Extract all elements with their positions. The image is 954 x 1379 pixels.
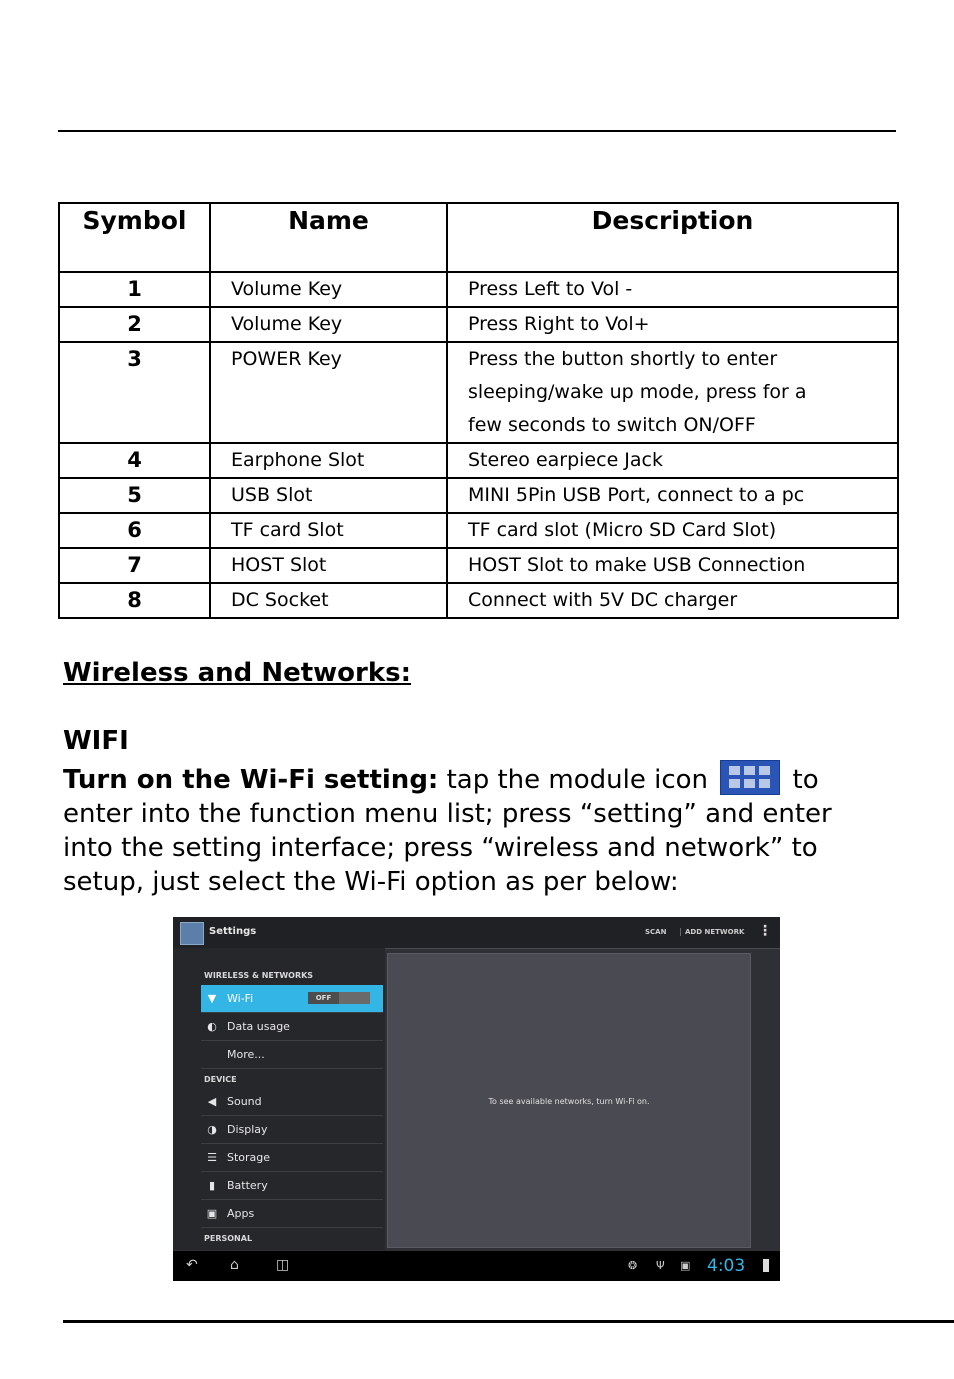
storage-icon: ☰ <box>207 1151 217 1164</box>
wifi-toggle-state: OFF <box>308 992 339 1004</box>
action-bar <box>173 917 780 949</box>
usb-icon: Ψ <box>656 1259 665 1272</box>
category-personal: PERSONAL <box>204 1234 253 1243</box>
row-description: Connect with 5V DC charger <box>447 583 898 618</box>
table-row <box>59 272 898 307</box>
row-description: Press Left to Vol - <box>447 272 898 307</box>
module-grid-icon <box>720 760 780 795</box>
scan-button[interactable]: SCAN <box>645 928 667 936</box>
wifi-text-1: tap the module icon <box>438 765 717 795</box>
row-description: Stereo earpiece Jack <box>447 443 898 478</box>
row-symbol: 2 <box>59 307 210 342</box>
sidebar-item-wifi[interactable] <box>201 985 383 1013</box>
row-description: TF card slot (Micro SD Card Slot) <box>447 513 898 548</box>
wifi-lead: Turn on the Wi-Fi setting: <box>63 765 439 795</box>
battery-icon: ▮ <box>208 1179 216 1192</box>
add-network-button[interactable]: ADD NETWORK <box>680 928 744 936</box>
wifi-detail-pane <box>387 953 751 1248</box>
header-description: Description <box>447 203 898 272</box>
row-name: Volume Key <box>210 272 447 307</box>
row-name: DC Socket <box>210 583 447 618</box>
wifi-icon: ▼ <box>207 992 217 1005</box>
table-row <box>59 513 898 548</box>
header-rule <box>58 130 896 132</box>
row-description: Press Right to Vol+ <box>447 307 898 342</box>
sidebar-item-storage[interactable] <box>201 1144 383 1172</box>
wifi-text-2: to enter into the function menu list; press “setting” and enter into the setting interface; press “wireless and network” to setup, just select the Wi-Fi option as per below: <box>63 765 832 897</box>
battery-status-icon <box>763 1259 769 1272</box>
table-row <box>59 583 898 618</box>
row-symbol: 6 <box>59 513 210 548</box>
settings-sidebar <box>173 948 385 1250</box>
sidebar-item-battery[interactable] <box>201 1172 383 1200</box>
sidebar-item-data-usage[interactable] <box>201 1013 383 1041</box>
row-name: POWER Key <box>210 342 447 443</box>
notification-icon: ▣ <box>680 1259 691 1272</box>
row-symbol: 3 <box>59 342 210 443</box>
row-description: HOST Slot to make USB Connection <box>447 548 898 583</box>
table-row <box>59 342 898 443</box>
system-nav-bar <box>173 1251 780 1281</box>
overflow-menu-icon[interactable]: ⋮ <box>758 923 772 939</box>
clock: 4:03 <box>707 1256 746 1276</box>
speaker-icon: ◀ <box>207 1095 217 1108</box>
table-row <box>59 443 898 478</box>
home-icon[interactable]: ⌂ <box>230 1257 239 1273</box>
sidebar-item-label: Wi-Fi <box>227 992 254 1005</box>
sidebar-item-label: Data usage <box>227 1020 290 1033</box>
wifi-toggle[interactable] <box>308 992 370 1004</box>
sidebar-item-label: Storage <box>227 1151 271 1164</box>
sidebar-item-label: Sound <box>227 1095 262 1108</box>
table-row <box>59 478 898 513</box>
data-usage-icon: ◐ <box>207 1020 217 1033</box>
wifi-off-message: To see available networks, turn Wi-Fi on. <box>488 1097 650 1106</box>
row-symbol: 5 <box>59 478 210 513</box>
row-description: MINI 5Pin USB Port, connect to a pc <box>447 478 898 513</box>
recent-apps-icon[interactable]: ◫ <box>276 1257 290 1273</box>
table-row <box>59 307 898 342</box>
sidebar-item-label: Apps <box>227 1207 255 1220</box>
settings-screenshot <box>173 917 780 1281</box>
brightness-icon: ◑ <box>207 1123 217 1136</box>
row-symbol: 8 <box>59 583 210 618</box>
category-device: DEVICE <box>204 1075 237 1084</box>
sidebar-item-label: Display <box>227 1123 268 1136</box>
header-name: Name <box>210 203 447 272</box>
footer-rule <box>63 1320 954 1323</box>
row-name: TF card Slot <box>210 513 447 548</box>
wifi-heading: WIFI <box>63 726 129 756</box>
sidebar-item-label: Battery <box>227 1179 268 1192</box>
key-description-table <box>58 202 899 619</box>
apps-icon: ▣ <box>206 1207 218 1220</box>
row-symbol: 7 <box>59 548 210 583</box>
header-symbol: Symbol <box>59 203 210 272</box>
settings-app-icon <box>180 922 204 945</box>
wifi-instructions <box>63 760 883 899</box>
sidebar-item-more[interactable] <box>201 1041 383 1069</box>
app-title: Settings <box>209 926 257 937</box>
row-symbol: 4 <box>59 443 210 478</box>
sidebar-item-apps[interactable] <box>201 1200 383 1228</box>
row-name: USB Slot <box>210 478 447 513</box>
sidebar-item-sound[interactable] <box>201 1088 383 1116</box>
category-wireless: WIRELESS & NETWORKS <box>204 971 314 980</box>
wireless-networks-heading: Wireless and Networks: <box>63 658 412 688</box>
android-debug-icon: ❂ <box>628 1259 638 1272</box>
sidebar-item-label: More... <box>227 1048 265 1061</box>
row-name: HOST Slot <box>210 548 447 583</box>
row-name: Volume Key <box>210 307 447 342</box>
row-description: Press the button shortly to enter sleeping/wake up mode, press for a few seconds to switch ON/OFF <box>447 342 898 443</box>
row-name: Earphone Slot <box>210 443 447 478</box>
back-icon[interactable]: ↶ <box>186 1257 198 1273</box>
row-symbol: 1 <box>59 272 210 307</box>
table-row <box>59 548 898 583</box>
sidebar-item-display[interactable] <box>201 1116 383 1144</box>
